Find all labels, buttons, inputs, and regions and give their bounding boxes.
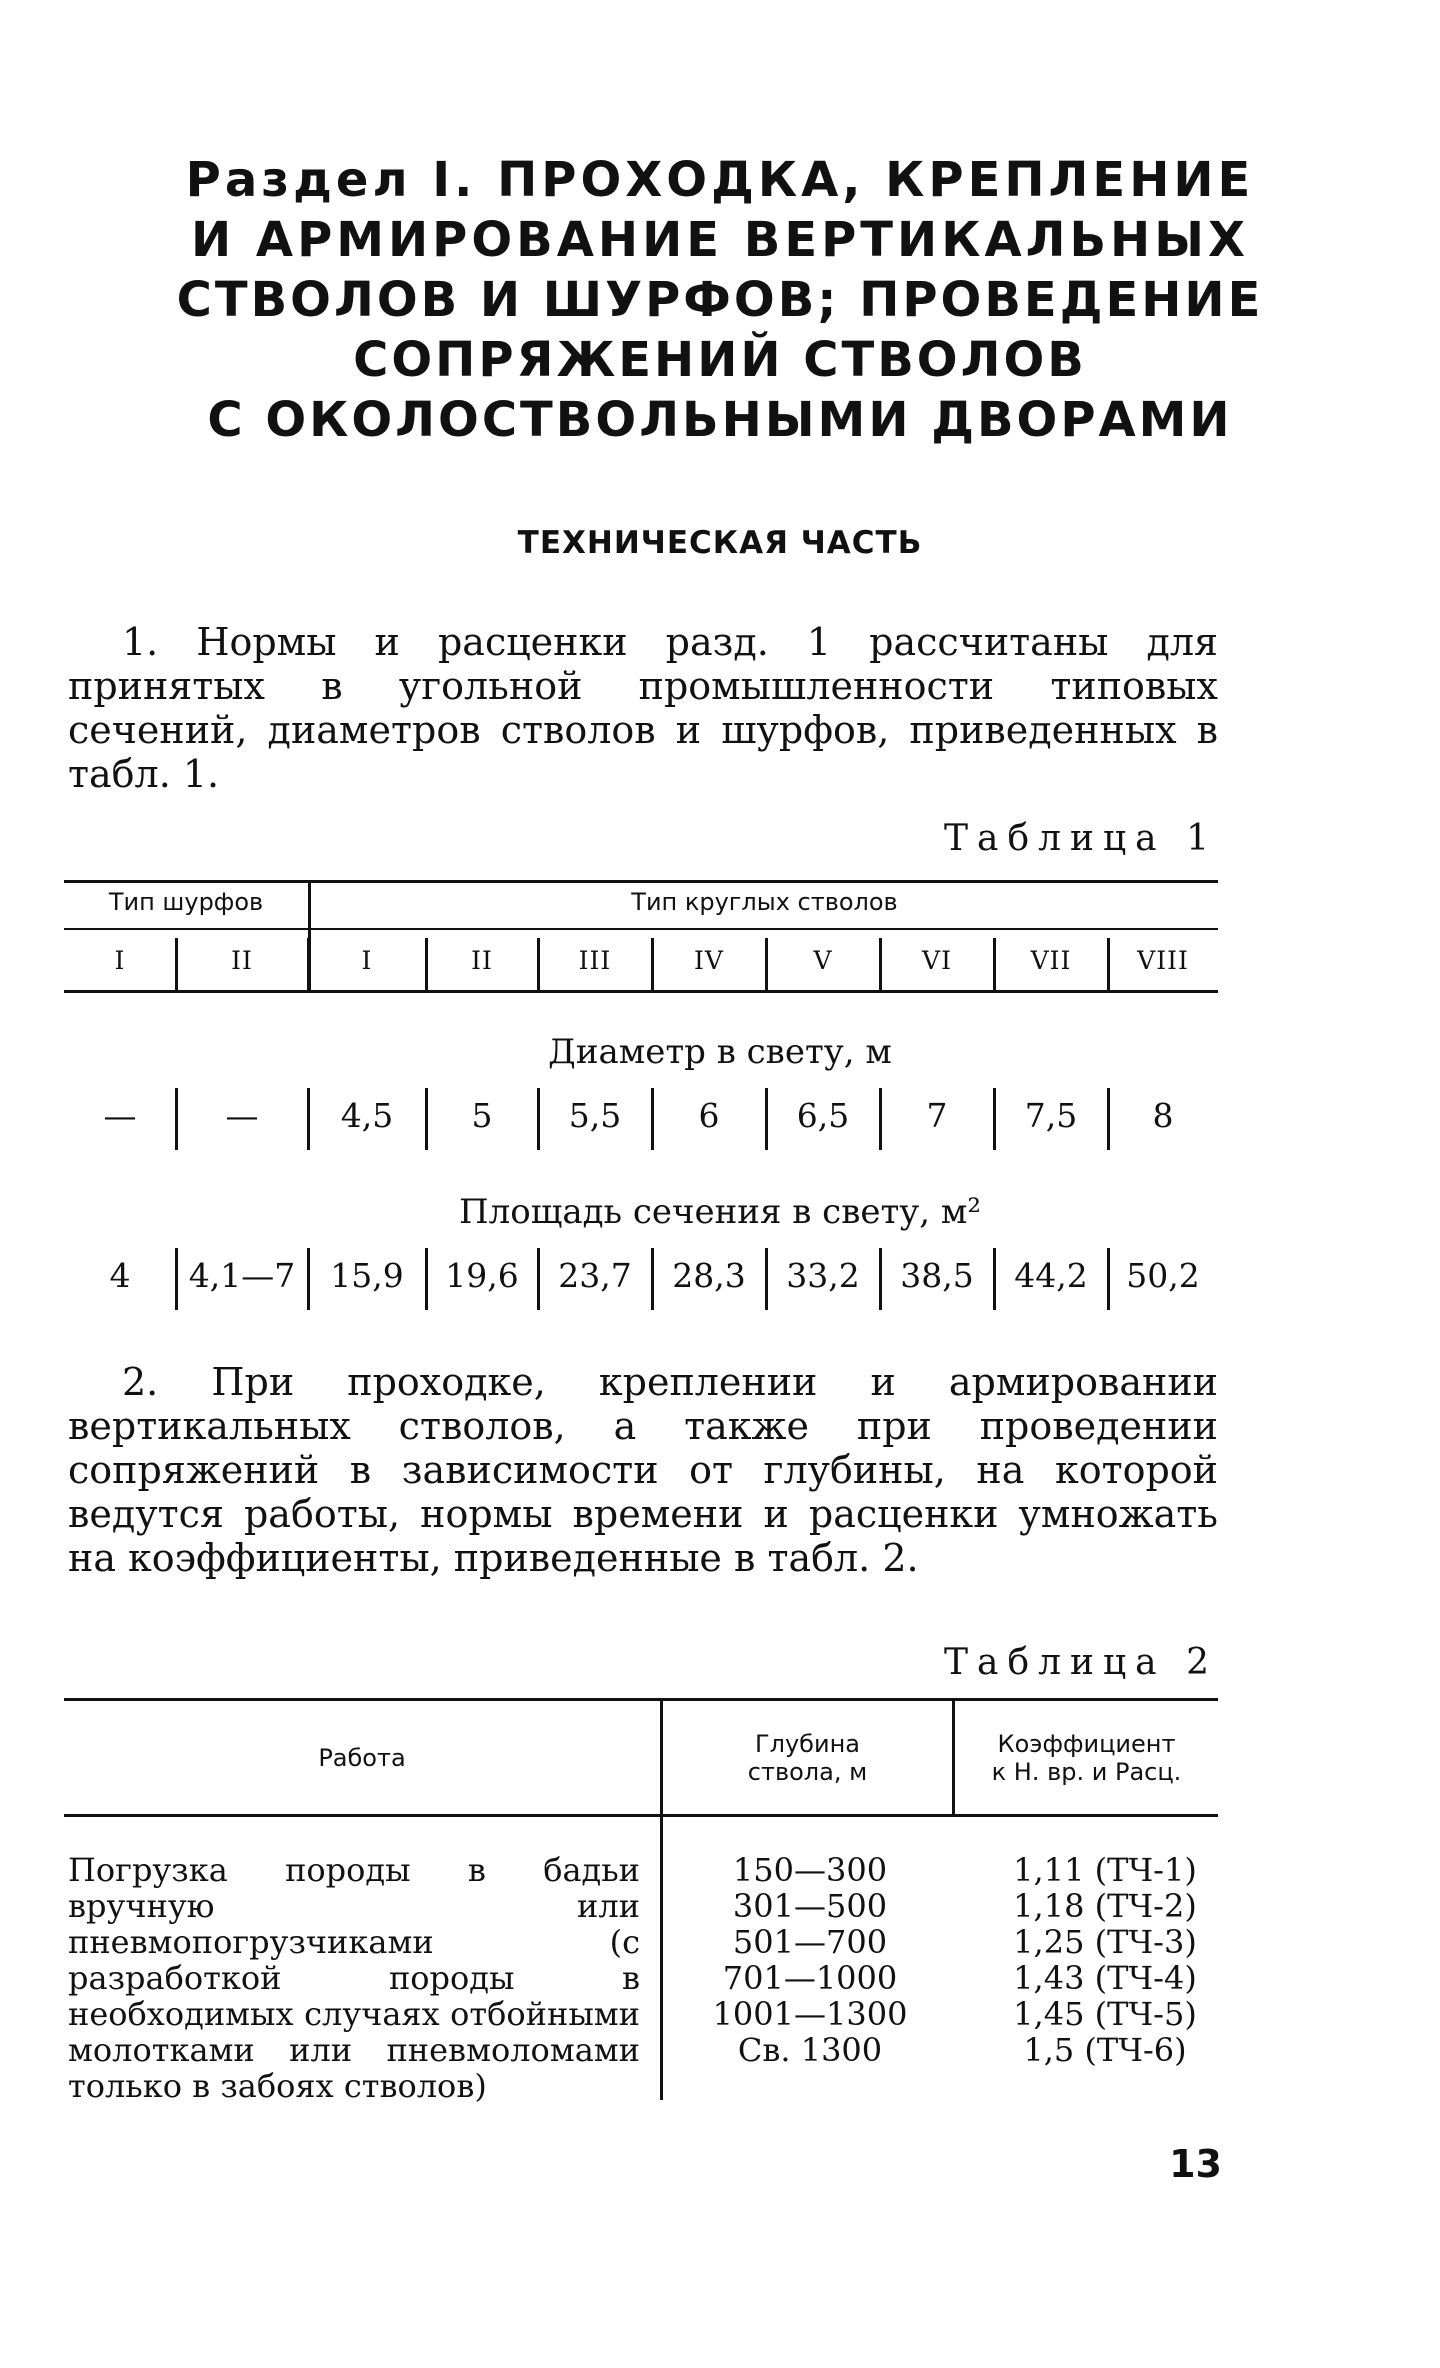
table2-caption: Таблица 2 xyxy=(944,1642,1218,1683)
type-separator xyxy=(537,938,540,992)
coefficient: 1,25 (ТЧ-3) xyxy=(1013,1923,1197,1961)
diameter-cell: 8 xyxy=(1152,1096,1174,1135)
depth-range: 301—500 xyxy=(732,1887,888,1925)
area-cell: 4 xyxy=(109,1256,131,1295)
coef-header-line-2: к Н. вр. и Расц. xyxy=(991,1758,1182,1786)
table2-depth-header xyxy=(663,1730,952,1786)
diameter-cell: 7 xyxy=(926,1096,948,1135)
type-cell: VII xyxy=(1030,946,1072,975)
type-cell: III xyxy=(578,946,612,975)
type-cell: VI xyxy=(922,946,952,975)
type-separator xyxy=(1107,938,1110,992)
diameter-separator xyxy=(307,1088,310,1150)
coefficient: 1,18 (ТЧ-2) xyxy=(1013,1887,1197,1925)
diameter-separator xyxy=(993,1088,996,1150)
area-cell: 28,3 xyxy=(672,1256,746,1295)
table1-mid-rule xyxy=(64,928,1218,930)
paragraph-2: 2. При проходке, креплении и армировании вертикальных стволов, а также при проведении сопряжений в зависимости от глубины, на которой ведутся работы, нормы времени и расценки умножать на коэффициенты, приведенные в табл. 2. xyxy=(68,1360,1218,1580)
diameter-separator xyxy=(1107,1088,1110,1150)
type-separator xyxy=(879,938,882,992)
diameter-separator xyxy=(175,1088,178,1150)
type-cell: I xyxy=(361,946,373,975)
depth-header-line-1: Глубина xyxy=(755,1730,860,1758)
table2-coef-column xyxy=(960,1852,1250,2068)
type-cell: II xyxy=(231,946,253,975)
diameter-separator xyxy=(425,1088,428,1150)
coef-header-line-1: Коэффициент xyxy=(997,1730,1176,1758)
heading-line-1: Раздел I. ПРОХОДКА, КРЕПЛЕНИЕ xyxy=(185,152,1255,208)
type-separator xyxy=(175,938,178,992)
depth-range: 501—700 xyxy=(732,1923,888,1961)
area-cell: 15,9 xyxy=(330,1256,404,1295)
area-separator xyxy=(765,1248,768,1310)
diameter-cell: 6 xyxy=(698,1096,720,1135)
table2-depth-column xyxy=(670,1852,950,2068)
depth-range: 701—1000 xyxy=(722,1959,898,1997)
table1-pits-header: Тип шурфов xyxy=(108,888,264,916)
area-cell: 33,2 xyxy=(786,1256,860,1295)
area-cell: 23,7 xyxy=(558,1256,632,1295)
type-separator xyxy=(307,938,310,992)
coefficient: 1,45 (ТЧ-5) xyxy=(1013,1995,1197,2033)
area-cell: 38,5 xyxy=(900,1256,974,1295)
diameter-cell: — xyxy=(103,1096,137,1135)
table1-top-rule xyxy=(64,880,1218,883)
area-separator xyxy=(307,1248,310,1310)
coefficient: 1,11 (ТЧ-1) xyxy=(1013,1851,1197,1889)
heading-line-2: И АРМИРОВАНИЕ ВЕРТИКАЛЬНЫХ xyxy=(191,212,1249,268)
type-separator xyxy=(651,938,654,992)
diameter-separator xyxy=(651,1088,654,1150)
depth-range: 150—300 xyxy=(732,1851,888,1889)
heading-line-5: С ОКОЛОСТВОЛЬНЫМИ ДВОРАМИ xyxy=(207,392,1233,448)
table2-coef-header xyxy=(955,1730,1218,1786)
table2-header-rule xyxy=(64,1814,1218,1817)
diameter-separator xyxy=(765,1088,768,1150)
area-separator xyxy=(175,1248,178,1310)
diameter-separator xyxy=(879,1088,882,1150)
table2-work-header: Работа xyxy=(318,1744,406,1772)
type-cell: I xyxy=(114,946,126,975)
table1-bottom-rule xyxy=(64,990,1218,993)
table2-top-rule xyxy=(64,1698,1218,1701)
area-cell: 44,2 xyxy=(1014,1256,1088,1295)
diameter-section-title: Диаметр в свету, м xyxy=(548,1032,892,1072)
type-cell: VIII xyxy=(1137,946,1189,975)
page-number: 13 xyxy=(1169,2142,1222,2186)
coefficient: 1,43 (ТЧ-4) xyxy=(1013,1959,1197,1997)
diameter-cell: — xyxy=(225,1096,259,1135)
diameter-cell: 5,5 xyxy=(568,1096,622,1135)
technical-part-subheading: ТЕХНИЧЕСКАЯ ЧАСТЬ xyxy=(517,525,923,561)
type-cell: II xyxy=(471,946,493,975)
area-cell: 4,1—7 xyxy=(188,1256,296,1295)
coefficient: 1,5 (ТЧ-6) xyxy=(1023,2031,1187,2069)
area-separator xyxy=(425,1248,428,1310)
table1-caption: Таблица 1 xyxy=(944,818,1218,859)
depth-range: Св. 1300 xyxy=(737,2031,883,2069)
heading-line-3: СТВОЛОВ И ШУРФОВ; ПРОВЕДЕНИЕ xyxy=(176,272,1264,328)
type-separator xyxy=(425,938,428,992)
diameter-cell: 6,5 xyxy=(796,1096,850,1135)
type-separator xyxy=(993,938,996,992)
paragraph-1: 1. Нормы и расценки разд. 1 рассчитаны для принятых в угольной промышленности типовых сечений, диаметров стволов и шурфов, приведенных в табл. 1. xyxy=(68,620,1218,796)
type-cell: V xyxy=(813,946,833,975)
area-separator xyxy=(993,1248,996,1310)
heading-line-4: СОПРЯЖЕНИЙ СТВОЛОВ xyxy=(353,332,1087,388)
table2-work-description: Погрузка породы в бадьи вручную или пневмопогрузчиками (с разработкой породы в необходимых случаях отбойными молотками или пневмоломами только в забоях стволов) xyxy=(68,1851,640,2105)
diameter-cell: 4,5 xyxy=(340,1096,394,1135)
diameter-separator xyxy=(537,1088,540,1150)
area-separator xyxy=(1107,1248,1110,1310)
diameter-cell: 7,5 xyxy=(1024,1096,1078,1135)
area-cell: 50,2 xyxy=(1126,1256,1200,1295)
area-cell: 19,6 xyxy=(445,1256,519,1295)
area-separator xyxy=(651,1248,654,1310)
area-separator xyxy=(537,1248,540,1310)
area-section-title: Площадь сечения в свету, м² xyxy=(459,1192,981,1232)
type-separator xyxy=(765,938,768,992)
depth-range: 1001—1300 xyxy=(712,1995,908,2033)
diameter-cell: 5 xyxy=(471,1096,493,1135)
area-separator xyxy=(879,1248,882,1310)
type-cell: IV xyxy=(694,946,724,975)
section-heading xyxy=(100,150,1340,450)
table1-shafts-header: Тип круглых стволов xyxy=(631,888,898,916)
depth-header-line-2: ствола, м xyxy=(747,1758,868,1786)
